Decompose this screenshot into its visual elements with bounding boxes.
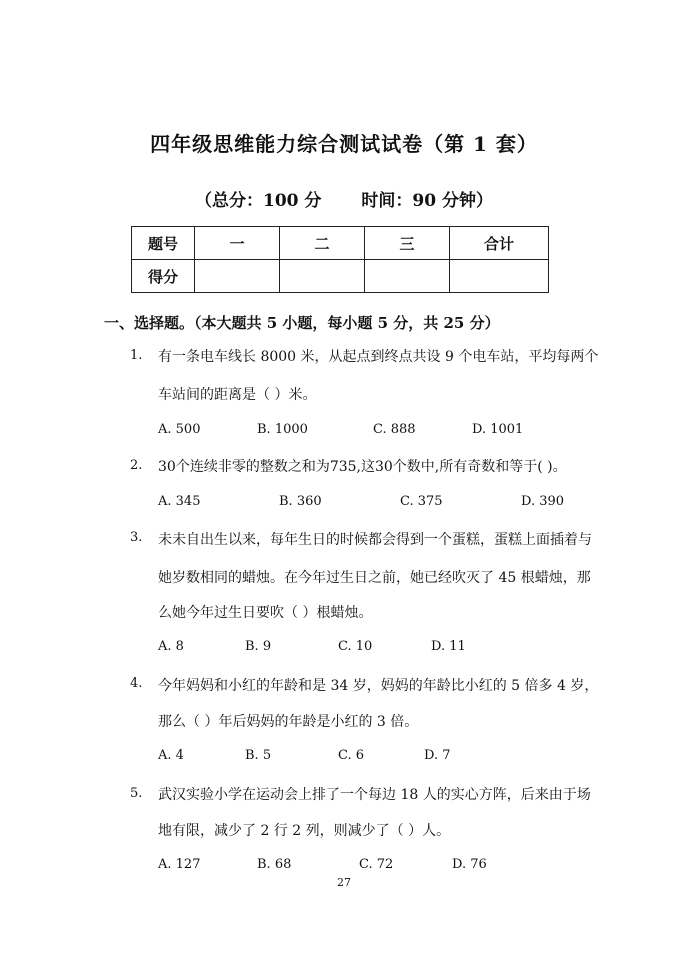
score-table-header-cell: 题号	[132, 227, 195, 260]
question-text: 那么（ ）年后妈妈的年龄是小红的 3 倍。	[158, 714, 419, 730]
score-table	[131, 226, 549, 293]
option-c[interactable]: C. 6	[338, 748, 365, 763]
option-d[interactable]: D. 1001	[472, 422, 524, 437]
option-d[interactable]: D. 11	[431, 639, 466, 654]
option-b[interactable]: B. 68	[257, 857, 292, 872]
question-number: 5.	[130, 786, 143, 801]
question-text: 地有限，减少了 2 行 2 列，则减少了（ ）人。	[158, 823, 451, 839]
question-text: 有一条电车线长 8000 米，从起点到终点共设 9 个电车站，平均每两个	[158, 349, 599, 365]
option-b[interactable]: B. 5	[245, 748, 272, 763]
question-text: 她岁数相同的蜡烛。在今年过生日之前，她已经吹灭了 45 根蜡烛，那	[158, 570, 591, 586]
score-table-score-row	[132, 260, 549, 293]
question-text: 30个连续非零的整数之和为735,这30个数中,所有奇数和等于( )。	[158, 459, 567, 475]
question-text: 今年妈妈和小红的年龄和是 34 岁，妈妈的年龄比小红的 5 倍多 4 岁，	[158, 678, 599, 694]
score-cell[interactable]	[365, 260, 450, 293]
option-a[interactable]: A. 345	[158, 494, 201, 509]
score-cell[interactable]	[195, 260, 280, 293]
question-text: 么她今年过生日要吹（ ）根蜡烛。	[158, 605, 373, 621]
option-c[interactable]: C. 10	[338, 639, 373, 654]
option-a[interactable]: A. 4	[158, 748, 184, 763]
question-text: 未未自出生以来，每年生日的时候都会得到一个蛋糕，蛋糕上面插着与	[158, 532, 592, 548]
question-text: 武汉实验小学在运动会上排了一个每边 18 人的实心方阵，后来由于场	[158, 787, 591, 803]
question-number: 2.	[130, 458, 143, 473]
score-row-label: 得分	[132, 260, 195, 293]
option-c[interactable]: C. 72	[359, 857, 394, 872]
exam-subtitle	[0, 186, 688, 211]
section-heading: 一、选择题。（本大题共 5 小题，每小题 5 分，共 25 分）	[104, 314, 500, 332]
option-d[interactable]: D. 76	[452, 857, 487, 872]
score-cell[interactable]	[280, 260, 365, 293]
total-score-text: （总分：100 分	[195, 191, 322, 211]
exam-title: 四年级思维能力综合测试试卷（第 1 套）	[150, 132, 538, 156]
time-limit-text: 时间：90 分钟）	[361, 191, 493, 211]
option-b[interactable]: B. 1000	[257, 422, 308, 437]
question-text: 车站间的距离是（ ）米。	[158, 387, 317, 403]
question-number: 3.	[130, 530, 143, 545]
option-d[interactable]: D. 7	[424, 748, 451, 763]
option-a[interactable]: A. 500	[158, 422, 201, 437]
option-b[interactable]: B. 360	[279, 494, 322, 509]
page-number: 27	[337, 876, 351, 889]
score-table-header-cell: 一	[195, 227, 280, 260]
question-number: 1.	[130, 348, 143, 363]
option-a[interactable]: A. 8	[158, 639, 184, 654]
option-a[interactable]: A. 127	[158, 857, 201, 872]
score-cell[interactable]	[450, 260, 549, 293]
question-number: 4.	[130, 676, 143, 691]
option-c[interactable]: C. 375	[400, 494, 443, 509]
score-table-header-cell: 三	[365, 227, 450, 260]
option-d[interactable]: D. 390	[521, 494, 565, 509]
option-b[interactable]: B. 9	[245, 639, 272, 654]
score-table-header-row	[132, 227, 549, 260]
score-table-header-cell: 合计	[450, 227, 549, 260]
score-table-header-cell: 二	[280, 227, 365, 260]
option-c[interactable]: C. 888	[373, 422, 416, 437]
